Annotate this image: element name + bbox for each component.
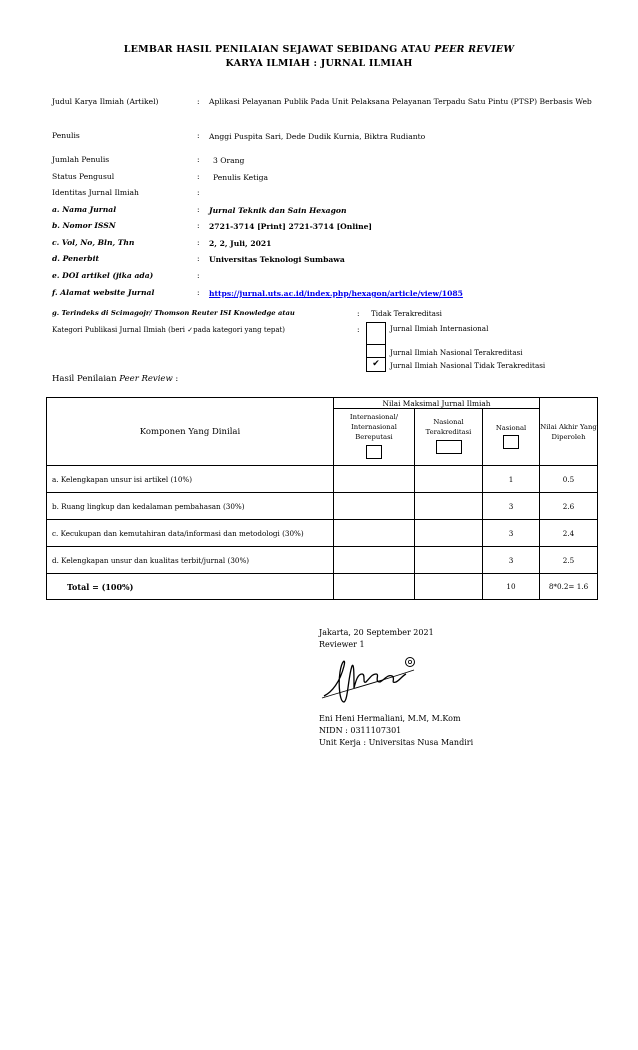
cell-internasional [334,520,415,547]
colon: : [197,172,200,181]
nilai-akhir-header: Nilai Akhir Yang Diperoleh [540,398,598,466]
colon: : [357,325,360,334]
field-label-penulis: Penulis [52,131,80,140]
field-value-terindeks: Tidak Terakreditasi [371,309,442,318]
cell-internasional [334,466,415,493]
colon: : [197,271,200,280]
col-nasional [483,409,540,466]
cell-nasional: 3 [483,493,540,520]
category-label-tidak-terakreditasi: Jurnal Ilmiah Nasional Tidak Terakreditasi [390,361,546,370]
total-nasional: 10 [483,574,540,600]
field-label-identitas: Identitas Jurnal Ilmiah [52,188,139,197]
category-checkbox-tidak-terakreditasi[interactable] [366,357,386,372]
field-label-penerbit: d. Penerbit [52,254,99,263]
col-nasional-box [503,435,519,449]
colon: : [197,131,200,140]
cell-terakreditasi [415,493,483,520]
field-value-penerbit: Universitas Teknologi Sumbawa [209,255,345,264]
field-label-vol: c. Vol, No, Bln, Thn [52,238,135,247]
cell-akhir: 2.5 [540,547,598,574]
col-internasional-box [366,445,382,459]
colon: : [197,254,200,263]
cell-terakreditasi [415,547,483,574]
cell-akhir: 2.6 [540,493,598,520]
total-label: Total = (100%) [47,574,334,600]
col-terakreditasi-box [436,440,462,454]
place-date: Jakarta, 20 September 2021 [319,628,434,637]
cell-terakreditasi [415,466,483,493]
title-line-1: LEMBAR HASIL PENILAIAN SEJAWAT SEBIDANG ATAU [123,44,431,55]
field-label-jumlah-penulis: Jumlah Penulis [52,155,110,164]
reviewer-unit: Unit Kerja : Universitas Nusa Mandiri [319,738,474,747]
field-value-vol: 2, 2, Juli, 2021 [209,239,272,248]
nilai-max-header: Nilai Maksimal Jurnal Ilmiah [334,398,540,409]
col-terakreditasi [415,409,483,466]
hasil-italic: Peer Review [119,374,173,384]
field-label-doi: e. DOI artikel (jika ada) [52,271,154,280]
col-internasional [334,409,415,466]
cell-nasional: 3 [483,547,540,574]
komponen-header: Komponen Yang Dinilai [47,398,334,466]
hasil-label: Hasil Penilaian [52,374,117,384]
total-akhir: 8*0.2= 1.6 [540,574,598,600]
cell-akhir: 2.4 [540,520,598,547]
field-label-nama-jurnal: a. Nama Jurnal [52,205,117,214]
reviewer-nidn: NIDN : 0311107301 [319,726,402,735]
col-terakreditasi-label: Nasional Terakreditasi [425,418,472,436]
cell-internasional [334,547,415,574]
field-label-terindeks: g. Terindeks di Scimagojr/ Thomson Reuter ISI Knowledge atau [52,309,295,317]
field-value-penulis: Anggi Puspita Sari, Dede Dudik Kurnia, Biktra Rudianto [209,132,426,141]
colon: : [197,205,200,214]
cell-terakreditasi [415,520,483,547]
cell-internasional [334,574,415,600]
page-title [0,44,638,55]
score-table [46,397,598,600]
category-checkbox-internasional[interactable] [366,322,386,346]
colon: : [197,238,200,247]
field-value-jumlah-penulis: 3 Orang [213,156,245,165]
hasil-penilaian-heading: Hasil Penilaian Peer Review : [52,374,179,384]
colon: : [197,288,200,297]
field-label-alamat: f. Alamat website Jurnal [52,288,155,297]
field-value-nama-jurnal: Jurnal Teknik dan Sain Hexagon [209,206,347,215]
journal-website-link[interactable]: https://jurnal.uts.ac.id/index.php/hexagon/article/view/1085 [209,289,463,298]
row-label: c. Kecukupan dan kemutahiran data/informasi dan metodologi (30%) [47,520,334,547]
row-label: b. Ruang lingkup dan kedalaman pembahasan (30%) [47,493,334,520]
field-value-status: Penulis Ketiga [213,173,269,182]
row-label: d. Kelengkapan unsur dan kualitas terbit/jurnal (30%) [47,547,334,574]
col-nasional-label: Nasional [495,423,527,432]
field-value-alamat [209,288,604,299]
cell-internasional [334,493,415,520]
title-line-1-italic: PEER REVIEW [434,44,515,55]
colon: : [197,221,200,230]
cell-nasional: 1 [483,466,540,493]
field-label-judul: Judul Karya Ilmiah (Artikel) [52,97,159,106]
field-label-issn: b. Nomor ISSN [52,221,116,230]
col-internasional-label: Internasional/ Internasional Bereputasi [349,413,399,441]
colon: : [197,97,200,106]
cell-nasional: 3 [483,520,540,547]
field-value-issn: 2721-3714 [Print] 2721-3714 [Online] [209,222,373,231]
cell-terakreditasi [415,574,483,600]
signature-image [318,652,428,710]
colon: : [357,309,360,318]
field-label-status: Status Pengusul [52,172,115,181]
colon: : [197,155,200,164]
check-icon: ✔ [372,359,380,369]
page-subtitle: KARYA ILMIAH : JURNAL ILMIAH [225,58,413,69]
row-label: a. Kelengkapan unsur isi artikel (10%) [47,466,334,493]
category-label-terakreditasi: Jurnal Ilmiah Nasional Terakreditasi [390,348,523,357]
colon: : [197,188,200,197]
cell-akhir: 0.5 [540,466,598,493]
reviewer-name: Eni Heni Hermaliani, M.M, M.Kom [319,714,461,723]
field-value-judul: Aplikasi Pelayanan Publik Pada Unit Pelaksana Pelayanan Terpadu Satu Pintu (PTSP) Berbasis Web [209,97,592,106]
reviewer-role: Reviewer 1 [319,640,365,649]
category-label-internasional: Jurnal Ilmiah Internasional [390,324,489,333]
field-label-kategori: Kategori Publikasi Jurnal Ilmiah (beri ✓pada kategori yang tepat) [52,326,286,334]
